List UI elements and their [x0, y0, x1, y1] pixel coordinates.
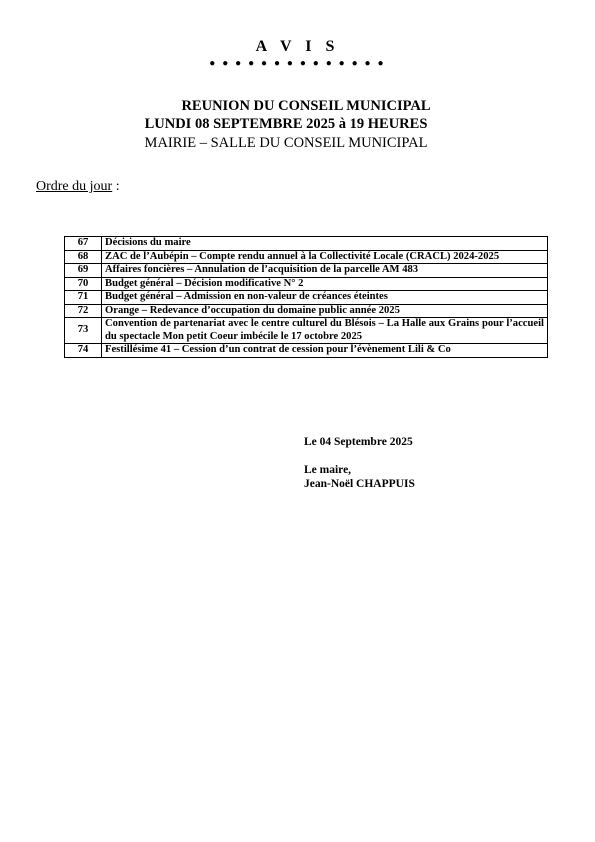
item-text: Budget général – Admission en non-valeur de créances éteintes	[102, 291, 548, 305]
item-number: 73	[65, 318, 102, 344]
item-text: Orange – Redevance d’occupation du domaine public année 2025	[102, 304, 548, 318]
meeting-date: LUNDI 08 SEPTEMBRE 2025 à 19 HEURES	[144, 116, 428, 132]
table-row	[65, 344, 548, 358]
signature-role: Le maire,	[304, 464, 352, 476]
table-row	[65, 264, 548, 278]
table-row	[65, 318, 548, 344]
item-text: Festillésime 41 – Cession d’un contrat de cession pour l’évènement Lili & Co	[102, 344, 548, 358]
meeting-location: MAIRIE – SALLE DU CONSEIL MUNICIPAL	[144, 135, 428, 151]
item-number: 69	[65, 264, 102, 278]
item-text: Convention de partenariat avec le centre culturel du Blésois – La Halle aux Grains pour l’accueil du spectacle Mon petit Coeur imbécile le 17 octobre 2025	[102, 318, 548, 344]
meeting-heading: REUNION DU CONSEIL MUNICIPAL	[181, 98, 431, 114]
signature-name: Jean-Noël CHAPPUIS	[304, 478, 415, 490]
agenda-label-text: Ordre du jour	[36, 179, 113, 194]
decorative-dots: ● ● ● ● ● ● ● ● ● ● ● ● ● ●	[209, 58, 386, 69]
table-row	[65, 277, 548, 291]
item-text: Décisions du maire	[102, 237, 548, 251]
item-number: 68	[65, 250, 102, 264]
table-row	[65, 250, 548, 264]
item-number: 67	[65, 237, 102, 251]
table-row	[65, 237, 548, 251]
notice-title: A V I S	[255, 38, 340, 55]
item-number: 70	[65, 277, 102, 291]
item-number: 71	[65, 291, 102, 305]
item-number: 74	[65, 344, 102, 358]
item-text: ZAC de l’Aubépin – Compte rendu annuel à la Collectivité Locale (CRACL) 2024-2025	[102, 250, 548, 264]
item-text: Affaires foncières – Annulation de l’acquisition de la parcelle AM 483	[102, 264, 548, 278]
item-number: 72	[65, 304, 102, 318]
item-text: Budget général – Décision modificative N° 2	[102, 277, 548, 291]
agenda-label	[36, 179, 120, 195]
agenda-table	[64, 236, 548, 358]
table-row	[65, 291, 548, 305]
agenda-label-suffix: :	[112, 179, 120, 194]
signature-date: Le 04 Septembre 2025	[304, 436, 413, 448]
table-row	[65, 304, 548, 318]
